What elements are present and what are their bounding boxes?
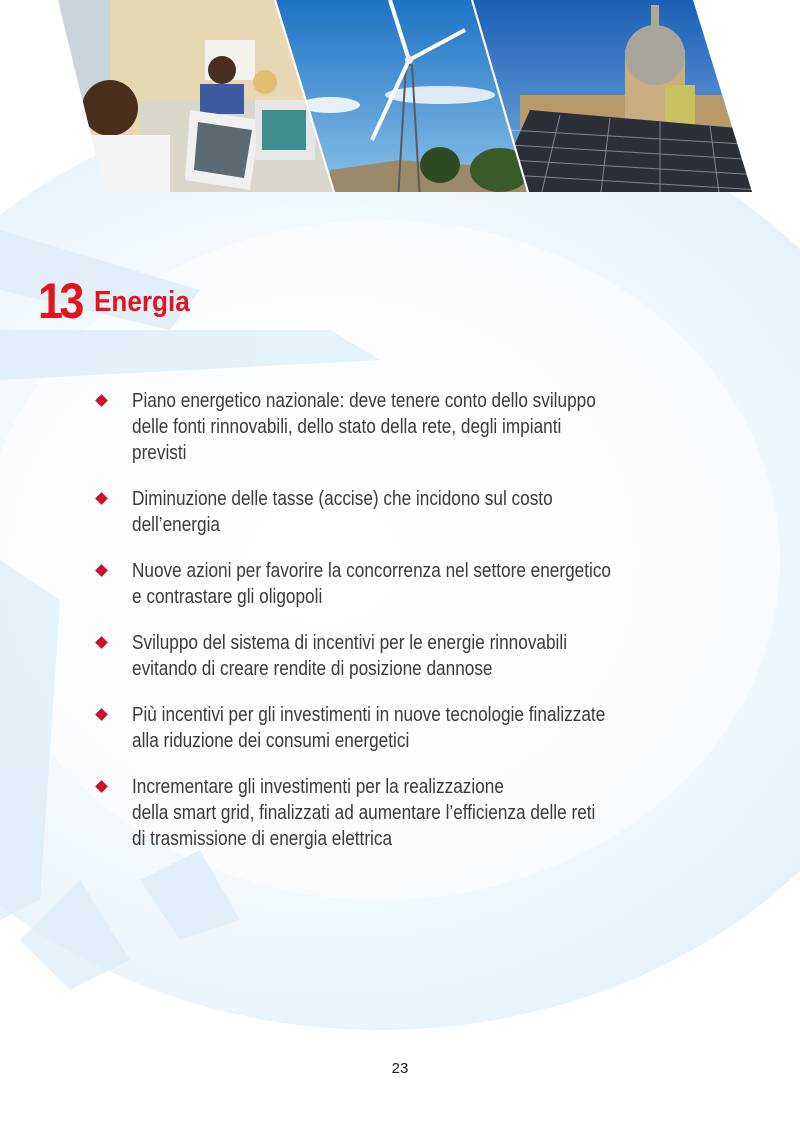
bullet-text-line: dell’energia xyxy=(132,514,220,536)
bullet-text-line: Incrementare gli investimenti per la realizzazione xyxy=(132,776,504,798)
diamond-bullet-icon xyxy=(95,564,108,577)
bullet-text-line: previsti xyxy=(132,442,187,464)
diamond-bullet-icon xyxy=(95,708,108,721)
diamond-bullet-icon xyxy=(95,394,108,407)
bullet-item xyxy=(94,558,734,610)
bullet-item xyxy=(94,388,734,466)
header-photo-strip xyxy=(0,0,800,200)
bullet-item xyxy=(94,774,734,852)
section-title: Energia xyxy=(93,286,190,318)
bullet-text-line: Più incentivi per gli investimenti in nuove tecnologie finalizzate xyxy=(132,704,606,726)
bullet-text-line: della smart grid, finalizzati ad aumentare l’efficienza delle reti xyxy=(132,802,596,824)
bullet-text-line: delle fonti rinnovabili, dello stato della rete, degli impianti xyxy=(132,416,562,438)
bullet-item xyxy=(94,630,734,682)
bullet-text-line: e contrastare gli oligopoli xyxy=(132,586,323,608)
diamond-bullet-icon xyxy=(95,636,108,649)
diamond-bullet-icon xyxy=(95,492,108,505)
bullet-text-line: Nuove azioni per favorire la concorrenza nel settore energetico xyxy=(132,560,612,582)
bullet-item xyxy=(94,702,734,754)
section-number: 13 xyxy=(38,273,81,329)
bullet-item xyxy=(94,486,734,538)
page-number: 23 xyxy=(391,1060,409,1077)
bullet-text-line: evitando di creare rendite di posizione dannose xyxy=(132,658,493,680)
bullet-text-line: Sviluppo del sistema di incentivi per le energie rinnovabili xyxy=(132,632,568,654)
bullet-text-line: alla riduzione dei consumi energetici xyxy=(132,730,410,752)
diamond-bullet-icon xyxy=(95,780,108,793)
bullet-text-line: di trasmissione di energia elettrica xyxy=(132,828,393,850)
section-heading xyxy=(38,273,200,329)
bullet-text-line: Diminuzione delle tasse (accise) che incidono sul costo xyxy=(132,488,553,510)
bullet-list xyxy=(94,388,734,872)
bullet-text-line: Piano energetico nazionale: deve tenere conto dello sviluppo xyxy=(132,390,596,412)
